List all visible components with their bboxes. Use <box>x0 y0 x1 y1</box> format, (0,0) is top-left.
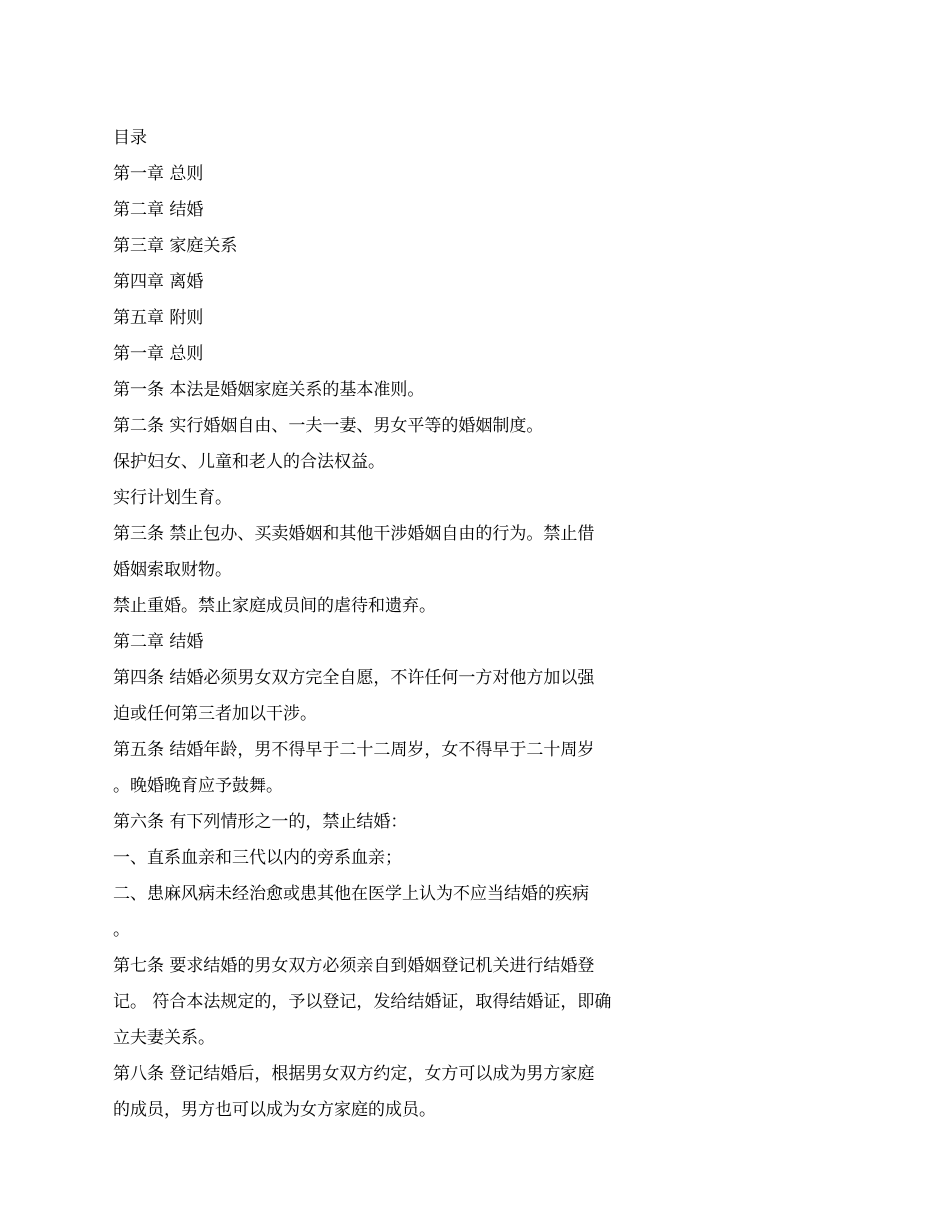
article-8-continued: 的成员，男方也可以成为女方家庭的成员。 <box>113 1100 436 1120</box>
chapter-2-heading: 第二章 结婚 <box>113 632 204 652</box>
document-page <box>113 120 673 1128</box>
chapter-1-heading: 第一章 总则 <box>113 344 204 364</box>
toc-item-chapter-5: 第五章 附则 <box>113 308 204 328</box>
article-6-item-1: 一、直系血亲和三代以内的旁系血亲； <box>113 848 402 868</box>
article-7: 第七条 要求结婚的男女双方必须亲自到婚姻登记机关进行结婚登 <box>113 956 595 976</box>
article-3: 第三条 禁止包办、买卖婚姻和其他干涉婚姻自由的行为。禁止借 <box>113 524 595 544</box>
article-5-continued: 。晚婚晚育应予鼓舞。 <box>113 776 283 796</box>
toc-item-chapter-4: 第四章 离婚 <box>113 272 204 292</box>
article-5: 第五条 结婚年龄，男不得早于二十二周岁，女不得早于二十周岁 <box>113 740 595 760</box>
article-6: 第六条 有下列情形之一的，禁止结婚： <box>113 812 408 832</box>
toc-heading: 目录 <box>113 128 147 148</box>
article-2-continued: 保护妇女、儿童和老人的合法权益。 <box>113 452 385 472</box>
toc-item-chapter-3: 第三章 家庭关系 <box>113 236 238 256</box>
article-2-continued: 实行计划生育。 <box>113 488 232 508</box>
article-1: 第一条 本法是婚姻家庭关系的基本准则。 <box>113 380 425 400</box>
article-2: 第二条 实行婚姻自由、一夫一妻、男女平等的婚姻制度。 <box>113 416 544 436</box>
article-8: 第八条 登记结婚后，根据男女双方约定，女方可以成为男方家庭 <box>113 1064 595 1084</box>
toc-item-chapter-2: 第二章 结婚 <box>113 200 204 220</box>
article-6-item-2: 二、患麻风病未经治愈或患其他在医学上认为不应当结婚的疾病 <box>113 884 589 904</box>
article-4: 第四条 结婚必须男女双方完全自愿，不许任何一方对他方加以强 <box>113 668 595 688</box>
article-3-continued: 婚姻索取财物。 <box>113 560 232 580</box>
article-6-item-2-continued: 。 <box>113 920 130 940</box>
article-7-continued: 立夫妻关系。 <box>113 1028 215 1048</box>
article-3-continued: 禁止重婚。禁止家庭成员间的虐待和遗弃。 <box>113 596 436 616</box>
article-7-continued: 记。 符合本法规定的，予以登记，发给结婚证，取得结婚证，即确 <box>113 992 612 1012</box>
article-4-continued: 迫或任何第三者加以干涉。 <box>113 704 317 724</box>
toc-item-chapter-1: 第一章 总则 <box>113 164 204 184</box>
